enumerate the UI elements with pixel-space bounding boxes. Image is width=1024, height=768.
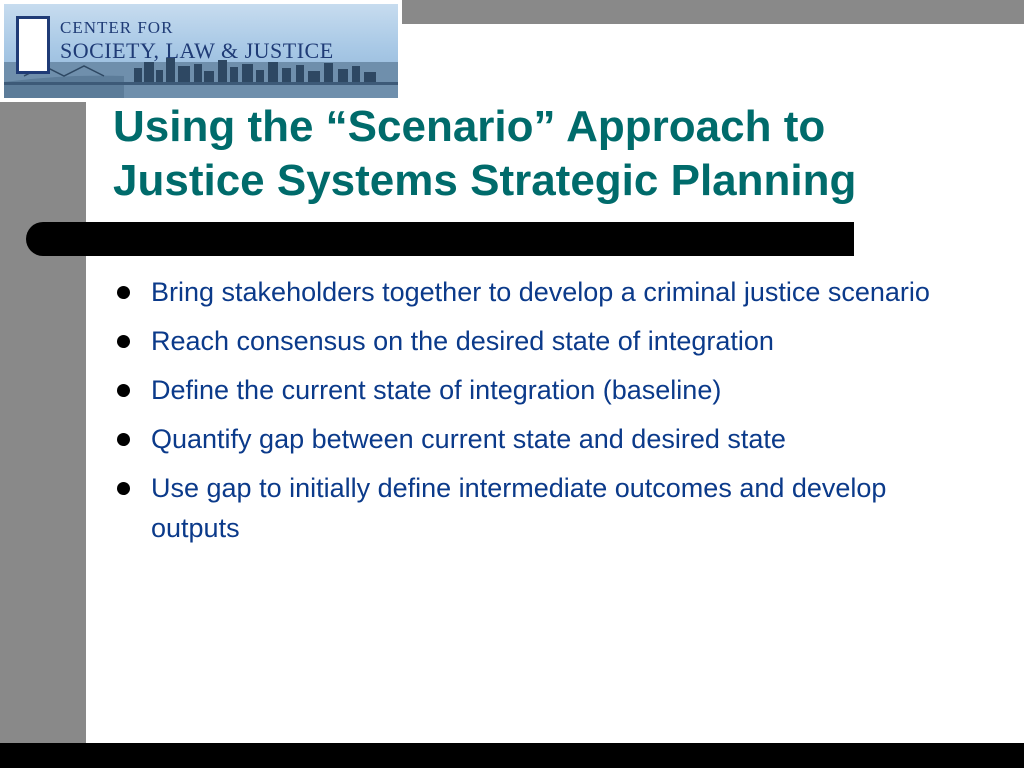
bullet-text: Reach consensus on the desired state of integration [151, 326, 774, 356]
bullet-dot-icon [117, 433, 130, 446]
title-line-2: Justice Systems Strategic Planning [113, 156, 857, 205]
bullet-dot-icon [117, 384, 130, 397]
bullet-item [113, 272, 973, 312]
bullet-text: Use gap to initially define intermediate outcomes and develop outputs [151, 473, 887, 543]
bullet-dot-icon [117, 286, 130, 299]
bullet-dot-icon [117, 482, 130, 495]
logo-line-1: CENTER FOR [60, 18, 174, 37]
bullet-text: Quantify gap between current state and desired state [151, 424, 786, 454]
bottom-black-band [0, 743, 1024, 768]
logo-frame [0, 0, 402, 102]
bullet-item [113, 468, 973, 548]
bullet-item [113, 370, 973, 410]
logo-line-2: SOCIETY, LAW & JUSTICE [60, 38, 334, 63]
slide-title [113, 100, 1013, 208]
title-line-1: Using the “Scenario” Approach to [113, 102, 826, 151]
bullet-item [113, 419, 973, 459]
bullet-dot-icon [117, 335, 130, 348]
bullet-text: Define the current state of integration (baseline) [151, 375, 722, 405]
bullet-list [113, 272, 973, 557]
uno-seal-icon [16, 16, 50, 74]
center-logo [4, 4, 398, 98]
bullet-item [113, 321, 973, 361]
bullet-text: Bring stakeholders together to develop a criminal justice scenario [151, 277, 930, 307]
left-gray-band [0, 0, 86, 768]
title-divider-bar [26, 222, 854, 256]
